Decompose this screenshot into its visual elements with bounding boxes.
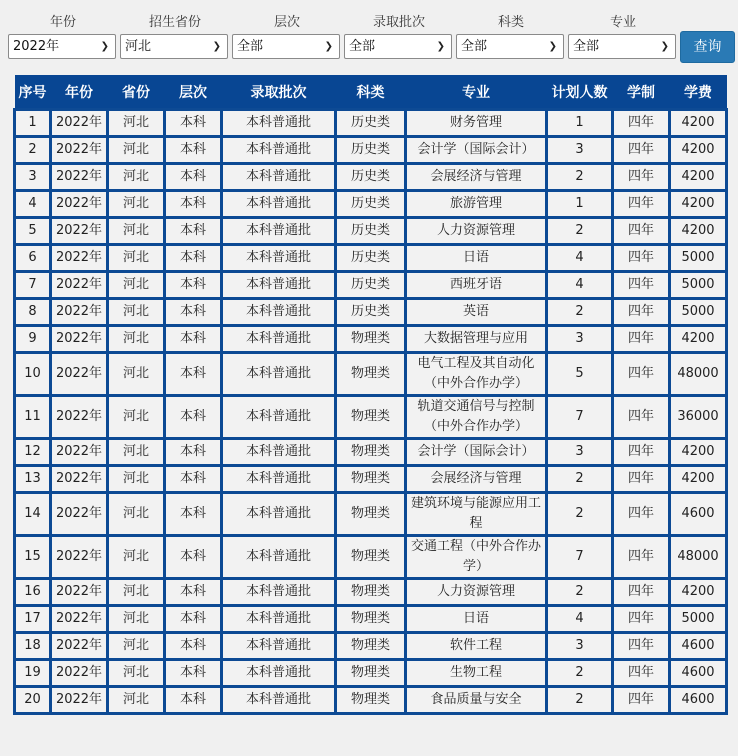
- header-province: 省份: [108, 75, 165, 110]
- cell-plan-count: 4: [547, 245, 613, 272]
- cell-index: 3: [15, 164, 51, 191]
- cell-year: 2022年: [51, 687, 108, 714]
- cell-year: 2022年: [51, 353, 108, 396]
- cell-major: 食品质量与安全: [406, 687, 547, 714]
- cell-subject: 历史类: [336, 110, 406, 137]
- cell-major: 生物工程: [406, 660, 547, 687]
- cell-level: 本科: [165, 396, 222, 439]
- cell-province: 河北: [108, 687, 165, 714]
- cell-major: 日语: [406, 245, 547, 272]
- header-batch: 录取批次: [222, 75, 336, 110]
- cell-level: 本科: [165, 633, 222, 660]
- header-major: 专业: [406, 75, 547, 110]
- cell-plan-count: 7: [547, 536, 613, 579]
- cell-year: 2022年: [51, 606, 108, 633]
- cell-plan-count: 2: [547, 687, 613, 714]
- cell-plan-count: 4: [547, 606, 613, 633]
- province-select-value: 河北: [125, 39, 152, 54]
- query-button[interactable]: 查询: [680, 31, 735, 63]
- cell-batch: 本科普通批: [222, 687, 336, 714]
- cell-subject: 物理类: [336, 633, 406, 660]
- cell-major: 会展经济与管理: [406, 164, 547, 191]
- level-select[interactable]: [232, 34, 340, 59]
- cell-level: 本科: [165, 137, 222, 164]
- cell-tuition: 4200: [670, 218, 727, 245]
- cell-year: 2022年: [51, 439, 108, 466]
- cell-level: 本科: [165, 660, 222, 687]
- cell-index: 6: [15, 245, 51, 272]
- cell-index: 20: [15, 687, 51, 714]
- cell-major: 人力资源管理: [406, 218, 547, 245]
- cell-year: 2022年: [51, 466, 108, 493]
- cell-batch: 本科普通批: [222, 439, 336, 466]
- cell-level: 本科: [165, 353, 222, 396]
- cell-year: 2022年: [51, 245, 108, 272]
- subject-select[interactable]: [456, 34, 564, 59]
- cell-batch: 本科普通批: [222, 466, 336, 493]
- cell-province: 河北: [108, 191, 165, 218]
- cell-duration: 四年: [613, 439, 670, 466]
- cell-level: 本科: [165, 687, 222, 714]
- cell-plan-count: 3: [547, 439, 613, 466]
- cell-duration: 四年: [613, 191, 670, 218]
- cell-duration: 四年: [613, 164, 670, 191]
- cell-level: 本科: [165, 110, 222, 137]
- cell-province: 河北: [108, 606, 165, 633]
- cell-level: 本科: [165, 164, 222, 191]
- cell-duration: 四年: [613, 396, 670, 439]
- cell-province: 河北: [108, 439, 165, 466]
- cell-year: 2022年: [51, 272, 108, 299]
- cell-tuition: 4200: [670, 191, 727, 218]
- cell-province: 河北: [108, 633, 165, 660]
- cell-plan-count: 2: [547, 493, 613, 536]
- cell-major: 软件工程: [406, 633, 547, 660]
- cell-duration: 四年: [613, 633, 670, 660]
- cell-year: 2022年: [51, 110, 108, 137]
- cell-subject: 历史类: [336, 164, 406, 191]
- cell-duration: 四年: [613, 137, 670, 164]
- cell-year: 2022年: [51, 536, 108, 579]
- cell-tuition: 4200: [670, 137, 727, 164]
- cell-plan-count: 2: [547, 579, 613, 606]
- cell-duration: 四年: [613, 660, 670, 687]
- filter-year-label: 年份: [49, 15, 76, 30]
- cell-subject: 物理类: [336, 326, 406, 353]
- cell-province: 河北: [108, 326, 165, 353]
- cell-duration: 四年: [613, 326, 670, 353]
- cell-province: 河北: [108, 272, 165, 299]
- table-row: [15, 536, 727, 579]
- cell-batch: 本科普通批: [222, 396, 336, 439]
- cell-subject: 历史类: [336, 191, 406, 218]
- cell-batch: 本科普通批: [222, 633, 336, 660]
- cell-duration: 四年: [613, 493, 670, 536]
- cell-index: 10: [15, 353, 51, 396]
- cell-major: 会计学（国际会计）: [406, 137, 547, 164]
- filter-batch-label: 录取批次: [372, 15, 425, 30]
- cell-duration: 四年: [613, 466, 670, 493]
- cell-level: 本科: [165, 536, 222, 579]
- cell-year: 2022年: [51, 164, 108, 191]
- cell-year: 2022年: [51, 326, 108, 353]
- cell-level: 本科: [165, 439, 222, 466]
- cell-index: 18: [15, 633, 51, 660]
- cell-subject: 历史类: [336, 272, 406, 299]
- cell-plan-count: 1: [547, 191, 613, 218]
- table-row: [15, 326, 727, 353]
- cell-province: 河北: [108, 579, 165, 606]
- cell-major: 旅游管理: [406, 191, 547, 218]
- table-row: [15, 299, 727, 326]
- cell-index: 16: [15, 579, 51, 606]
- table-body: [15, 110, 727, 714]
- cell-level: 本科: [165, 272, 222, 299]
- cell-tuition: 4200: [670, 164, 727, 191]
- cell-level: 本科: [165, 218, 222, 245]
- cell-tuition: 4200: [670, 326, 727, 353]
- cell-tuition: 4200: [670, 579, 727, 606]
- cell-batch: 本科普通批: [222, 353, 336, 396]
- cell-subject: 物理类: [336, 493, 406, 536]
- cell-tuition: 5000: [670, 245, 727, 272]
- cell-subject: 物理类: [336, 687, 406, 714]
- table-row: [15, 191, 727, 218]
- cell-level: 本科: [165, 299, 222, 326]
- table-row: [15, 110, 727, 137]
- header-index: 序号: [15, 75, 51, 110]
- year-select[interactable]: [8, 34, 116, 59]
- table-row: [15, 606, 727, 633]
- cell-index: 13: [15, 466, 51, 493]
- cell-province: 河北: [108, 110, 165, 137]
- cell-tuition: 4200: [670, 110, 727, 137]
- table-header-row: [15, 75, 727, 110]
- cell-tuition: 4200: [670, 466, 727, 493]
- cell-year: 2022年: [51, 299, 108, 326]
- cell-duration: 四年: [613, 110, 670, 137]
- cell-batch: 本科普通批: [222, 110, 336, 137]
- cell-batch: 本科普通批: [222, 606, 336, 633]
- cell-duration: 四年: [613, 272, 670, 299]
- cell-tuition: 4600: [670, 687, 727, 714]
- table-row: [15, 218, 727, 245]
- cell-batch: 本科普通批: [222, 536, 336, 579]
- cell-batch: 本科普通批: [222, 137, 336, 164]
- cell-batch: 本科普通批: [222, 272, 336, 299]
- cell-batch: 本科普通批: [222, 326, 336, 353]
- cell-subject: 物理类: [336, 660, 406, 687]
- cell-index: 2: [15, 137, 51, 164]
- cell-major: 财务管理: [406, 110, 547, 137]
- cell-plan-count: 3: [547, 633, 613, 660]
- cell-subject: 物理类: [336, 606, 406, 633]
- cell-major: 电气工程及其自动化（中外合作办学）: [406, 353, 547, 396]
- chevron-down-icon: ❯: [436, 41, 445, 52]
- cell-year: 2022年: [51, 660, 108, 687]
- chevron-down-icon: ❯: [100, 41, 109, 52]
- cell-tuition: 36000: [670, 396, 727, 439]
- table-row: [15, 687, 727, 714]
- cell-duration: 四年: [613, 299, 670, 326]
- table-row: [15, 272, 727, 299]
- cell-duration: 四年: [613, 606, 670, 633]
- year-select-value: 2022年: [13, 39, 60, 54]
- table-row: [15, 633, 727, 660]
- cell-index: 15: [15, 536, 51, 579]
- cell-index: 4: [15, 191, 51, 218]
- cell-plan-count: 2: [547, 164, 613, 191]
- header-plan-count: 计划人数: [547, 75, 613, 110]
- cell-subject: 物理类: [336, 466, 406, 493]
- cell-province: 河北: [108, 353, 165, 396]
- chevron-down-icon: ❯: [212, 41, 221, 52]
- cell-plan-count: 2: [547, 218, 613, 245]
- cell-batch: 本科普通批: [222, 245, 336, 272]
- level-select-value: 全部: [237, 39, 264, 54]
- cell-province: 河北: [108, 218, 165, 245]
- cell-tuition: 5000: [670, 299, 727, 326]
- filter-bar: [8, 0, 738, 70]
- cell-duration: 四年: [613, 687, 670, 714]
- header-duration: 学制: [613, 75, 670, 110]
- table-row: [15, 660, 727, 687]
- cell-batch: 本科普通批: [222, 493, 336, 536]
- cell-province: 河北: [108, 536, 165, 579]
- cell-major: 会计学（国际会计）: [406, 439, 547, 466]
- cell-plan-count: 2: [547, 660, 613, 687]
- cell-index: 19: [15, 660, 51, 687]
- cell-index: 12: [15, 439, 51, 466]
- cell-subject: 物理类: [336, 396, 406, 439]
- cell-major: 英语: [406, 299, 547, 326]
- major-select[interactable]: [568, 34, 676, 59]
- cell-level: 本科: [165, 466, 222, 493]
- cell-level: 本科: [165, 191, 222, 218]
- table-row: [15, 579, 727, 606]
- cell-plan-count: 2: [547, 299, 613, 326]
- chevron-down-icon: ❯: [324, 41, 333, 52]
- cell-index: 14: [15, 493, 51, 536]
- table-row: [15, 137, 727, 164]
- cell-subject: 历史类: [336, 299, 406, 326]
- cell-level: 本科: [165, 606, 222, 633]
- cell-province: 河北: [108, 660, 165, 687]
- table-row: [15, 439, 727, 466]
- cell-tuition: 4600: [670, 493, 727, 536]
- table-row: [15, 353, 727, 396]
- table-row: [15, 466, 727, 493]
- cell-major: 人力资源管理: [406, 579, 547, 606]
- cell-year: 2022年: [51, 633, 108, 660]
- cell-plan-count: 3: [547, 326, 613, 353]
- batch-select[interactable]: [344, 34, 452, 59]
- cell-major: 日语: [406, 606, 547, 633]
- cell-tuition: 4200: [670, 439, 727, 466]
- cell-batch: 本科普通批: [222, 579, 336, 606]
- cell-batch: 本科普通批: [222, 218, 336, 245]
- cell-subject: 物理类: [336, 439, 406, 466]
- major-select-value: 全部: [573, 39, 600, 54]
- cell-index: 17: [15, 606, 51, 633]
- province-select[interactable]: [120, 34, 228, 59]
- cell-year: 2022年: [51, 191, 108, 218]
- table-row: [15, 493, 727, 536]
- cell-tuition: 48000: [670, 536, 727, 579]
- cell-duration: 四年: [613, 579, 670, 606]
- cell-duration: 四年: [613, 218, 670, 245]
- cell-level: 本科: [165, 326, 222, 353]
- table-row: [15, 164, 727, 191]
- cell-year: 2022年: [51, 579, 108, 606]
- cell-tuition: 5000: [670, 606, 727, 633]
- batch-select-value: 全部: [349, 39, 376, 54]
- cell-major: 交通工程（中外合作办学）: [406, 536, 547, 579]
- cell-batch: 本科普通批: [222, 191, 336, 218]
- subject-select-value: 全部: [461, 39, 488, 54]
- cell-index: 11: [15, 396, 51, 439]
- cell-major: 大数据管理与应用: [406, 326, 547, 353]
- cell-year: 2022年: [51, 137, 108, 164]
- table-row: [15, 245, 727, 272]
- header-year: 年份: [51, 75, 108, 110]
- filter-subject-label: 科类: [497, 15, 524, 30]
- cell-province: 河北: [108, 137, 165, 164]
- table-row: [15, 396, 727, 439]
- cell-level: 本科: [165, 245, 222, 272]
- cell-plan-count: 7: [547, 396, 613, 439]
- enrollment-plan-table: [13, 75, 728, 715]
- filter-major-label: 专业: [609, 15, 636, 30]
- cell-subject: 历史类: [336, 218, 406, 245]
- cell-plan-count: 1: [547, 110, 613, 137]
- cell-subject: 物理类: [336, 353, 406, 396]
- cell-index: 8: [15, 299, 51, 326]
- cell-major: 建筑环境与能源应用工程: [406, 493, 547, 536]
- cell-duration: 四年: [613, 245, 670, 272]
- cell-year: 2022年: [51, 493, 108, 536]
- cell-province: 河北: [108, 164, 165, 191]
- cell-year: 2022年: [51, 396, 108, 439]
- cell-tuition: 4600: [670, 633, 727, 660]
- cell-batch: 本科普通批: [222, 164, 336, 191]
- chevron-down-icon: ❯: [660, 41, 669, 52]
- cell-duration: 四年: [613, 353, 670, 396]
- cell-plan-count: 4: [547, 272, 613, 299]
- cell-batch: 本科普通批: [222, 660, 336, 687]
- cell-index: 9: [15, 326, 51, 353]
- cell-province: 河北: [108, 466, 165, 493]
- cell-province: 河北: [108, 299, 165, 326]
- cell-province: 河北: [108, 396, 165, 439]
- cell-province: 河北: [108, 493, 165, 536]
- filter-province-label: 招生省份: [148, 15, 201, 30]
- cell-duration: 四年: [613, 536, 670, 579]
- cell-plan-count: 2: [547, 466, 613, 493]
- cell-major: 西班牙语: [406, 272, 547, 299]
- cell-tuition: 48000: [670, 353, 727, 396]
- cell-batch: 本科普通批: [222, 299, 336, 326]
- filter-level-label: 层次: [273, 15, 300, 30]
- cell-level: 本科: [165, 579, 222, 606]
- cell-province: 河北: [108, 245, 165, 272]
- cell-major: 轨道交通信号与控制（中外合作办学）: [406, 396, 547, 439]
- cell-subject: 历史类: [336, 245, 406, 272]
- header-subject: 科类: [336, 75, 406, 110]
- header-tuition: 学费: [670, 75, 727, 110]
- cell-level: 本科: [165, 493, 222, 536]
- cell-plan-count: 5: [547, 353, 613, 396]
- cell-major: 会展经济与管理: [406, 466, 547, 493]
- chevron-down-icon: ❯: [548, 41, 557, 52]
- cell-subject: 物理类: [336, 579, 406, 606]
- cell-index: 1: [15, 110, 51, 137]
- cell-index: 7: [15, 272, 51, 299]
- cell-subject: 历史类: [336, 137, 406, 164]
- cell-subject: 物理类: [336, 536, 406, 579]
- cell-plan-count: 3: [547, 137, 613, 164]
- cell-year: 2022年: [51, 218, 108, 245]
- cell-tuition: 4600: [670, 660, 727, 687]
- cell-tuition: 5000: [670, 272, 727, 299]
- header-level: 层次: [165, 75, 222, 110]
- cell-index: 5: [15, 218, 51, 245]
